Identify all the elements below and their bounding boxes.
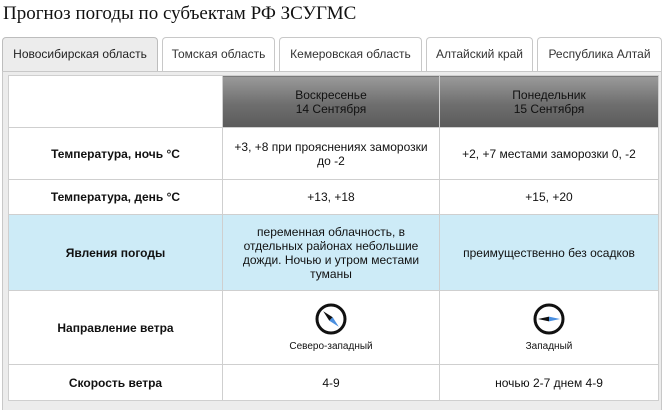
day-header-2 xyxy=(440,76,659,128)
forecast-panel xyxy=(2,71,662,410)
tab-altai-krai[interactable]: Алтайский край xyxy=(426,37,533,72)
wind-speed-day1: 4-9 xyxy=(223,365,440,401)
compass-west-icon xyxy=(532,302,566,336)
phenomena-day1: переменная облачность, в отдельных районах небольшие дожди. Ночью и утром местами туманы xyxy=(223,215,440,291)
tab-novosibirsk[interactable]: Новосибирская область xyxy=(2,37,158,72)
day-temp-day2: +15, +20 xyxy=(440,180,659,215)
wind-direction-day2 xyxy=(440,291,659,365)
table-row xyxy=(9,215,659,291)
wind-speed-day2: ночью 2-7 днем 4-9 xyxy=(440,365,659,401)
table-row xyxy=(9,128,659,180)
row-label-day-temp: Температура, день °С xyxy=(9,180,223,215)
table-row xyxy=(9,180,659,215)
day-header-weekday: Понедельник xyxy=(512,87,586,102)
forecast-table xyxy=(8,75,659,401)
phenomena-day2: преимущественно без осадков xyxy=(440,215,659,291)
table-corner xyxy=(9,76,223,128)
region-tabs xyxy=(2,37,662,72)
day-temp-day1: +13, +18 xyxy=(223,180,440,215)
row-label-wind-speed: Скорость ветра xyxy=(9,365,223,401)
tab-altai-republic[interactable]: Республика Алтай xyxy=(537,37,662,72)
tab-kemerovo[interactable]: Кемеровская область xyxy=(279,37,422,72)
page-title: Прогноз погоды по субъектам РФ ЗСУГМС xyxy=(3,3,357,24)
day-header-date: 15 Сентября xyxy=(513,101,585,116)
wind-direction-label: Западный xyxy=(525,340,573,352)
day-header-weekday: Воскресенье xyxy=(295,87,367,102)
day-header-1 xyxy=(223,76,440,128)
table-row xyxy=(9,291,659,365)
tab-tomsk[interactable]: Томская область xyxy=(162,37,275,72)
wind-direction-day1 xyxy=(223,291,440,365)
night-temp-day2: +2, +7 местами заморозки 0, -2 xyxy=(440,128,659,180)
compass-northwest-icon xyxy=(314,302,348,336)
row-label-wind-direction: Направление ветра xyxy=(9,291,223,365)
row-label-phenomena: Явления погоды xyxy=(9,215,223,291)
day-header-date: 14 Сентября xyxy=(295,101,367,116)
wind-direction-label: Северо-западный xyxy=(289,340,373,352)
row-label-night-temp: Температура, ночь °С xyxy=(9,128,223,180)
night-temp-day1: +3, +8 при прояснениях заморозки до -2 xyxy=(223,128,440,180)
table-row xyxy=(9,365,659,401)
